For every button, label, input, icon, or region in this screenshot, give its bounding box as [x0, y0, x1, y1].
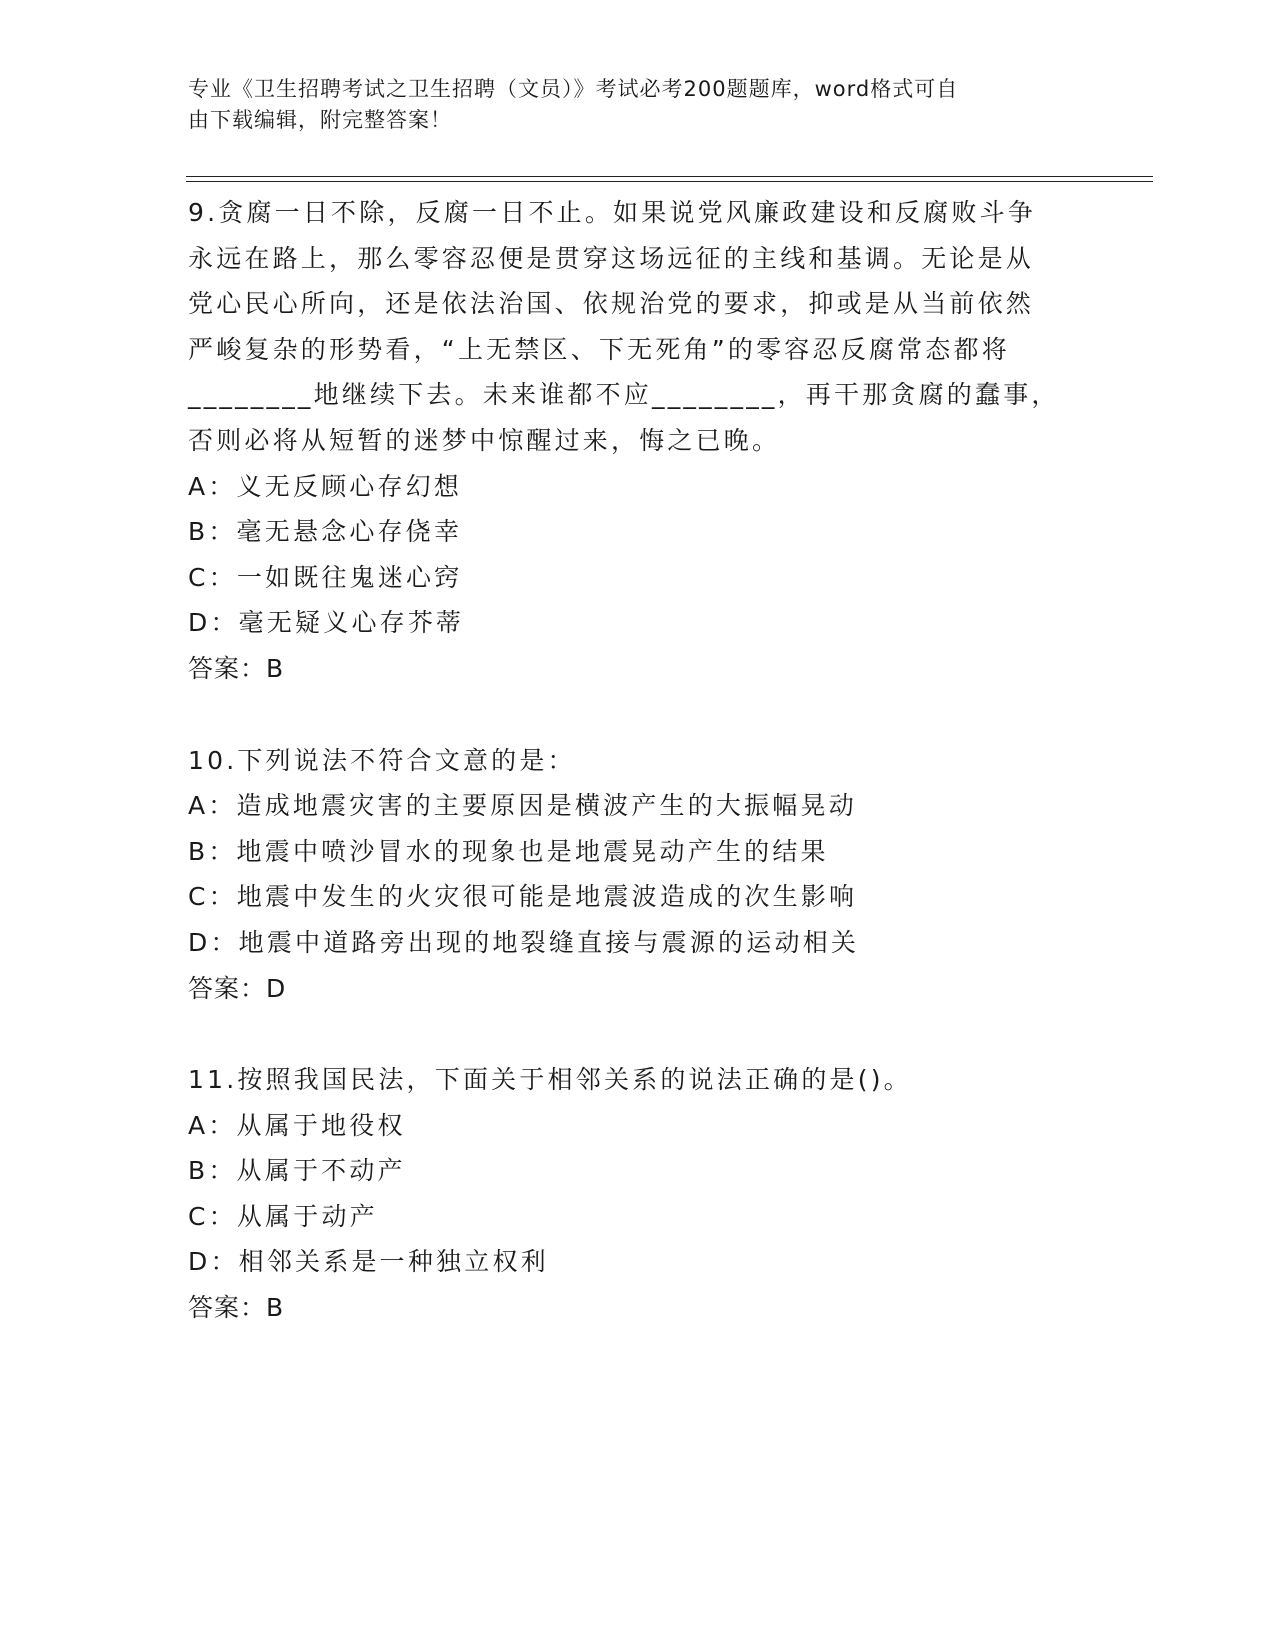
- option-b: B：毫无悬念心存侥幸: [188, 517, 463, 547]
- question-stem-line: 否则必将从短暂的迷梦中惊醒过来，悔之已晚。: [188, 425, 781, 455]
- option-a: A：造成地震灾害的主要原因是横波产生的大振幅晃动: [188, 791, 857, 821]
- option-d: D：毫无疑义心存芥蒂: [188, 608, 465, 638]
- option-c: C：从属于动产: [188, 1201, 378, 1231]
- question-list: [188, 190, 1088, 1377]
- answer: 答案：B: [188, 653, 285, 683]
- option-b: B：地震中喷沙冒水的现象也是地震晃动产生的结果: [188, 836, 829, 866]
- header-line-2: 由下载编辑，附完整答案！: [188, 108, 452, 132]
- option-a: A：从属于地役权: [188, 1110, 406, 1140]
- header-divider-top: [186, 176, 1153, 177]
- question-stem-line: 严峻复杂的形势看，“上无禁区、下无死角”的零容忍反腐常态都将: [188, 334, 1010, 364]
- header-divider-bottom: [186, 181, 1153, 182]
- question-9: [188, 190, 1088, 692]
- question-10: [188, 738, 1088, 1012]
- option-a: A：义无反顾心存幻想: [188, 471, 463, 501]
- option-d: D：地震中道路旁出现的地裂缝直接与震源的运动相关: [188, 927, 860, 957]
- question-stem-line: ________地继续下去。未来谁都不应________，再干那贪腐的蠢事，: [188, 380, 1060, 410]
- header-line-1: 专业《卫生招聘考试之卫生招聘（文员）》考试必考200题题库，word格式可自: [188, 77, 959, 101]
- document-header: [188, 74, 1068, 136]
- question-stem-line: 永远在路上，那么零容忍便是贯穿这场远征的主线和基调。无论是从: [188, 243, 1035, 273]
- option-d: D：相邻关系是一种独立权利: [188, 1247, 549, 1277]
- question-stem-line: 11.按照我国民法，下面关于相邻关系的说法正确的是()。: [188, 1065, 912, 1095]
- answer: 答案：D: [188, 973, 287, 1003]
- question-stem-line: 10.下列说法不符合文意的是：: [188, 745, 576, 775]
- option-c: C：地震中发生的火灾很可能是地震波造成的次生影响: [188, 882, 858, 912]
- question-stem-line: 9.贪腐一日不除，反腐一日不止。如果说党风廉政建设和反腐败斗争: [188, 198, 1037, 227]
- option-c: C：一如既往鬼迷心窍: [188, 562, 463, 592]
- answer: 答案：B: [188, 1293, 285, 1323]
- question-stem-line: 党心民心所向，还是依法治国、依规治党的要求，抑或是从当前依然: [188, 289, 1035, 319]
- option-b: B：从属于不动产: [188, 1156, 406, 1186]
- question-11: [188, 1057, 1088, 1331]
